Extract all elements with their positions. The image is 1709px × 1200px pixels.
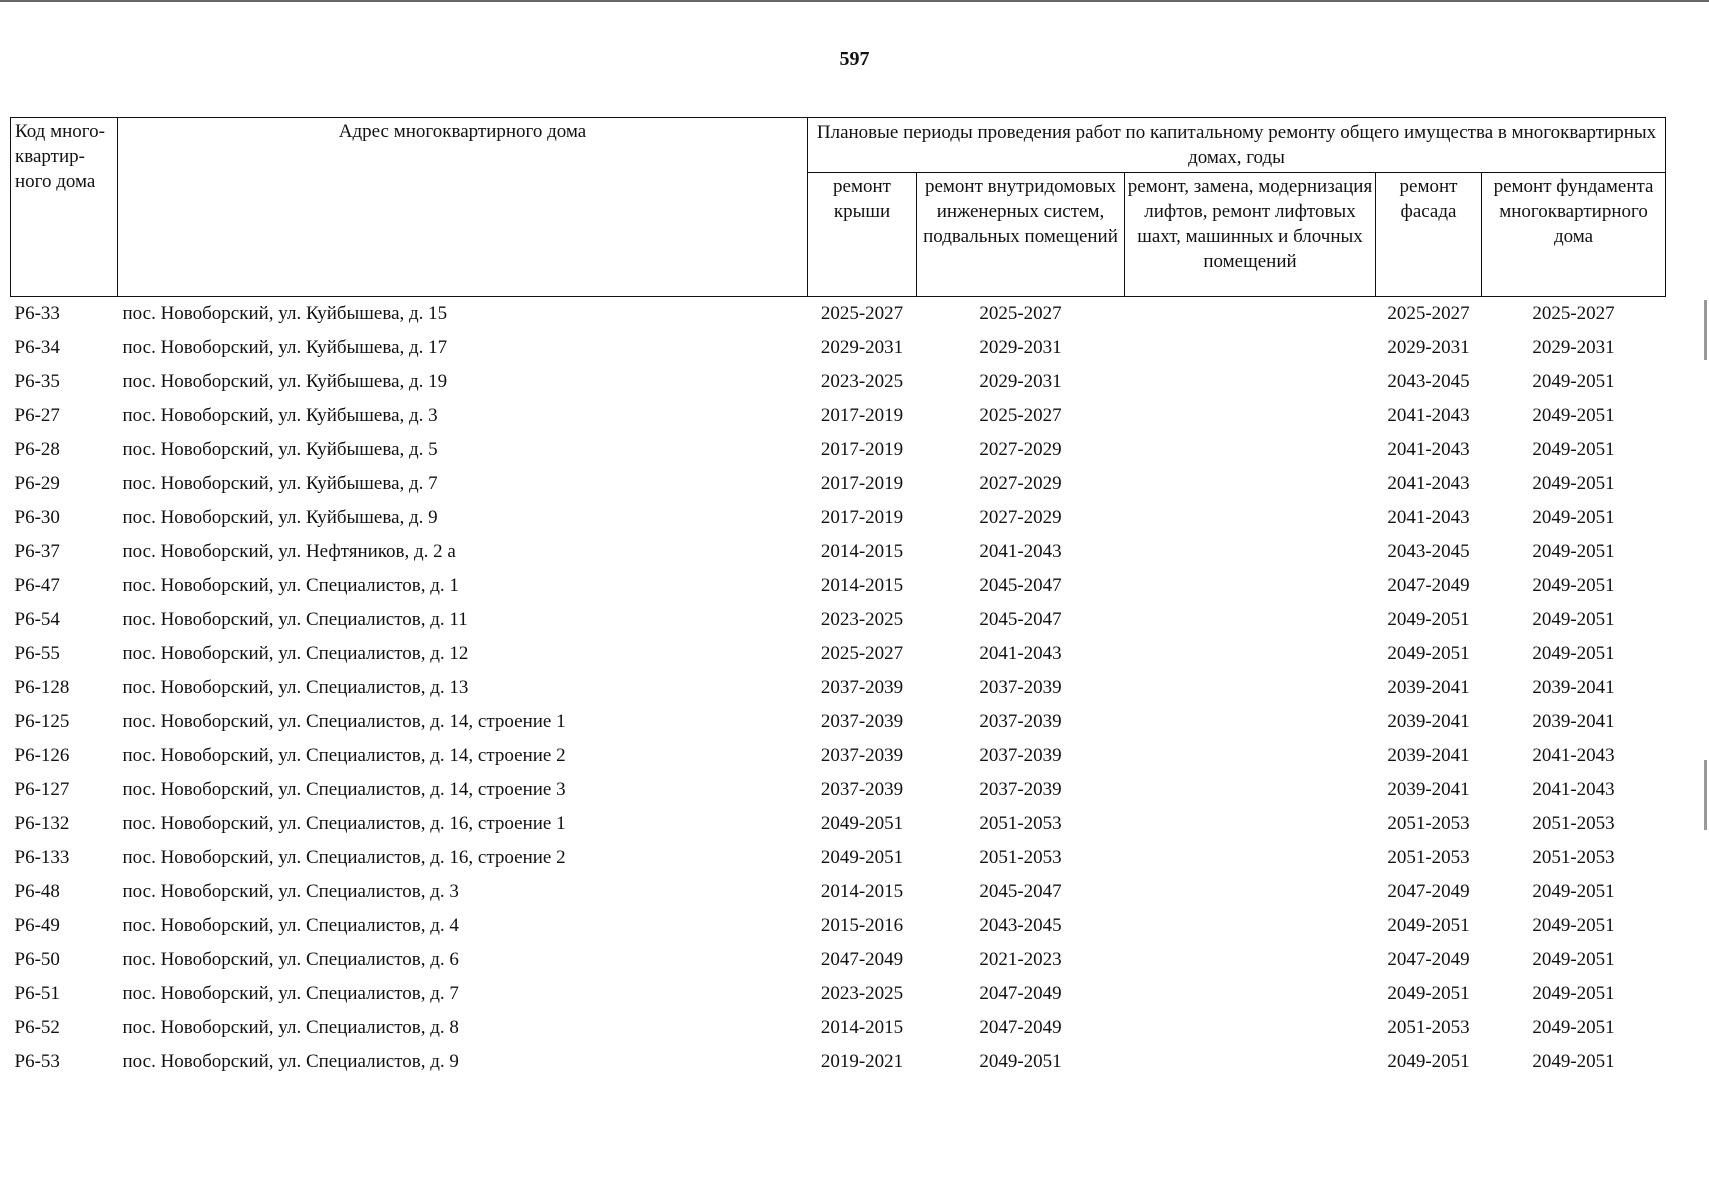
cell-lifts	[1125, 467, 1376, 501]
cell-foundation: 2049-2051	[1532, 949, 1615, 970]
cell-facade: 2041-2043	[1387, 405, 1470, 426]
cell-code: Р6-125	[14, 711, 70, 732]
cell-engineering: 2025-2027	[979, 405, 1062, 426]
cell-address: пос. Новоборский, ул. Специалистов, д. 16, строение 2	[122, 847, 566, 868]
cell-lifts	[1125, 399, 1376, 433]
table-row	[11, 399, 1666, 433]
cell-code: Р6-52	[14, 1017, 60, 1038]
cell-address: пос. Новоборский, ул. Специалистов, д. 6	[122, 949, 459, 970]
cell-code: Р6-55	[14, 643, 60, 664]
table-row	[11, 365, 1666, 399]
scan-edge-mark	[1704, 300, 1707, 360]
cell-foundation: 2039-2041	[1532, 711, 1615, 732]
cell-engineering: 2027-2029	[979, 473, 1062, 494]
table-row	[11, 1011, 1666, 1045]
cell-foundation: 2049-2051	[1532, 473, 1615, 494]
cell-address: пос. Новоборский, ул. Специалистов, д. 4	[122, 915, 459, 936]
cell-engineering: 2047-2049	[979, 983, 1062, 1004]
header-address: Адрес многоквартирного дома	[118, 118, 808, 297]
cell-foundation: 2049-2051	[1532, 915, 1615, 936]
cell-facade: 2047-2049	[1387, 949, 1470, 970]
cell-address: пос. Новоборский, ул. Куйбышева, д. 5	[122, 439, 438, 460]
cell-facade: 2051-2053	[1387, 1017, 1470, 1038]
cell-engineering: 2037-2039	[979, 745, 1062, 766]
cell-roof: 2037-2039	[820, 779, 904, 800]
cell-engineering: 2045-2047	[979, 575, 1062, 596]
cell-engineering: 2041-2043	[979, 643, 1062, 664]
cell-foundation: 2049-2051	[1532, 881, 1615, 902]
cell-roof: 2017-2019	[820, 405, 904, 426]
cell-engineering: 2037-2039	[979, 779, 1062, 800]
cell-code: Р6-33	[14, 303, 60, 324]
cell-lifts	[1125, 365, 1376, 399]
header-planned-periods: Плановые периоды проведения работ по капитальному ремонту общего имущества в многоквартирных домах, годы	[808, 118, 1666, 173]
cell-address: пос. Новоборский, ул. Куйбышева, д. 3	[122, 405, 438, 426]
cell-facade: 2039-2041	[1387, 745, 1470, 766]
cell-facade: 2043-2045	[1387, 541, 1470, 562]
cell-code: Р6-30	[14, 507, 60, 528]
table-row	[11, 977, 1666, 1011]
cell-code: Р6-126	[14, 745, 70, 766]
cell-lifts	[1125, 977, 1376, 1011]
cell-roof: 2015-2016	[820, 915, 904, 936]
cell-facade: 2049-2051	[1387, 915, 1470, 936]
cell-foundation: 2049-2051	[1532, 1017, 1615, 1038]
cell-foundation: 2041-2043	[1532, 745, 1615, 766]
cell-roof: 2049-2051	[820, 847, 904, 868]
cell-address: пос. Новоборский, ул. Специалистов, д. 16, строение 1	[122, 813, 566, 834]
cell-address: пос. Новоборский, ул. Специалистов, д. 9	[122, 1051, 459, 1072]
cell-roof: 2017-2019	[820, 439, 904, 460]
cell-facade: 2051-2053	[1387, 813, 1470, 834]
table-row	[11, 773, 1666, 807]
cell-foundation: 2049-2051	[1532, 507, 1615, 528]
cell-roof: 2037-2039	[820, 711, 904, 732]
cell-address: пос. Новоборский, ул. Специалистов, д. 14, строение 2	[122, 745, 566, 766]
header-facade: ремонт фасада	[1376, 173, 1482, 297]
repair-schedule-table	[10, 117, 1666, 1079]
cell-engineering: 2051-2053	[979, 813, 1062, 834]
cell-roof: 2023-2025	[820, 983, 904, 1004]
cell-engineering: 2029-2031	[979, 337, 1062, 358]
cell-lifts	[1125, 297, 1376, 332]
cell-foundation: 2041-2043	[1532, 779, 1615, 800]
cell-address: пос. Новоборский, ул. Специалистов, д. 14, строение 3	[122, 779, 566, 800]
cell-facade: 2047-2049	[1387, 881, 1470, 902]
cell-code: Р6-128	[14, 677, 70, 698]
cell-foundation: 2025-2027	[1532, 303, 1615, 324]
cell-lifts	[1125, 739, 1376, 773]
cell-code: Р6-53	[14, 1051, 60, 1072]
cell-engineering: 2049-2051	[979, 1051, 1062, 1072]
table-row	[11, 637, 1666, 671]
cell-address: пос. Новоборский, ул. Специалистов, д. 1	[122, 575, 459, 596]
cell-facade: 2041-2043	[1387, 439, 1470, 460]
cell-facade: 2049-2051	[1387, 609, 1470, 630]
cell-facade: 2041-2043	[1387, 507, 1470, 528]
cell-code: Р6-54	[14, 609, 60, 630]
table-row	[11, 501, 1666, 535]
cell-address: пос. Новоборский, ул. Специалистов, д. 7	[122, 983, 459, 1004]
table-row	[11, 841, 1666, 875]
cell-roof: 2023-2025	[820, 371, 904, 392]
cell-code: Р6-29	[14, 473, 60, 494]
table-row	[11, 739, 1666, 773]
page-number: 597	[839, 48, 870, 70]
cell-address: пос. Новоборский, ул. Специалистов, д. 3	[122, 881, 459, 902]
cell-lifts	[1125, 535, 1376, 569]
cell-facade: 2039-2041	[1387, 677, 1470, 698]
cell-foundation: 2029-2031	[1532, 337, 1615, 358]
cell-address: пос. Новоборский, ул. Куйбышева, д. 7	[122, 473, 438, 494]
cell-roof: 2029-2031	[820, 337, 904, 358]
table-row	[11, 569, 1666, 603]
table-body	[11, 297, 1666, 1080]
cell-address: пос. Новоборский, ул. Специалистов, д. 11	[122, 609, 468, 630]
table-row	[11, 331, 1666, 365]
cell-roof: 2047-2049	[820, 949, 904, 970]
cell-facade: 2049-2051	[1387, 1051, 1470, 1072]
cell-code: Р6-49	[14, 915, 60, 936]
cell-code: Р6-28	[14, 439, 60, 460]
cell-roof: 2037-2039	[820, 745, 904, 766]
cell-foundation: 2049-2051	[1532, 1051, 1615, 1072]
cell-foundation: 2049-2051	[1532, 405, 1615, 426]
cell-foundation: 2051-2053	[1532, 813, 1615, 834]
cell-code: Р6-51	[14, 983, 60, 1004]
cell-facade: 2039-2041	[1387, 711, 1470, 732]
cell-roof: 2019-2021	[820, 1051, 904, 1072]
cell-lifts	[1125, 943, 1376, 977]
table-row	[11, 671, 1666, 705]
cell-lifts	[1125, 433, 1376, 467]
cell-address: пос. Новоборский, ул. Куйбышева, д. 15	[122, 303, 448, 324]
cell-roof: 2023-2025	[820, 609, 904, 630]
cell-lifts	[1125, 875, 1376, 909]
cell-lifts	[1125, 331, 1376, 365]
cell-lifts	[1125, 637, 1376, 671]
cell-facade: 2025-2027	[1387, 303, 1470, 324]
table-row	[11, 875, 1666, 909]
table-row	[11, 467, 1666, 501]
cell-facade: 2043-2045	[1387, 371, 1470, 392]
cell-lifts	[1125, 841, 1376, 875]
cell-code: Р6-27	[14, 405, 60, 426]
cell-roof: 2049-2051	[820, 813, 904, 834]
cell-engineering: 2041-2043	[979, 541, 1062, 562]
header-code: Код много-квартир-ного дома	[11, 118, 118, 297]
header-lifts: ремонт, замена, модернизация лифтов, ремонт лифтовых шахт, машинных и блочных помещений	[1125, 173, 1376, 297]
cell-address: пос. Новоборский, ул. Нефтяников, д. 2 а	[122, 541, 456, 562]
cell-engineering: 2029-2031	[979, 371, 1062, 392]
cell-roof: 2014-2015	[820, 575, 904, 596]
cell-engineering: 2037-2039	[979, 711, 1062, 732]
table-row	[11, 535, 1666, 569]
table-row	[11, 297, 1666, 332]
cell-engineering: 2027-2029	[979, 507, 1062, 528]
cell-address: пос. Новоборский, ул. Специалистов, д. 12	[122, 643, 469, 664]
cell-roof: 2025-2027	[820, 303, 904, 324]
cell-code: Р6-48	[14, 881, 60, 902]
cell-address: пос. Новоборский, ул. Куйбышева, д. 9	[122, 507, 438, 528]
cell-roof: 2014-2015	[820, 1017, 904, 1038]
cell-foundation: 2049-2051	[1532, 575, 1615, 596]
cell-engineering: 2037-2039	[979, 677, 1062, 698]
table-row	[11, 705, 1666, 739]
cell-roof: 2025-2027	[820, 643, 904, 664]
cell-lifts	[1125, 501, 1376, 535]
cell-code: Р6-127	[14, 779, 70, 800]
top-scan-rule	[0, 0, 1709, 2]
cell-foundation: 2049-2051	[1532, 643, 1615, 664]
cell-engineering: 2051-2053	[979, 847, 1062, 868]
cell-code: Р6-50	[14, 949, 60, 970]
cell-facade: 2047-2049	[1387, 575, 1470, 596]
cell-foundation: 2049-2051	[1532, 371, 1615, 392]
cell-lifts	[1125, 909, 1376, 943]
cell-address: пос. Новоборский, ул. Куйбышева, д. 17	[122, 337, 448, 358]
header-engineering: ремонт внутридомовых инженерных систем, подвальных помещений	[917, 173, 1125, 297]
cell-address: пос. Новоборский, ул. Специалистов, д. 13	[122, 677, 469, 698]
scan-edge-mark	[1704, 760, 1707, 830]
cell-lifts	[1125, 671, 1376, 705]
cell-code: Р6-35	[14, 371, 60, 392]
cell-facade: 2049-2051	[1387, 983, 1470, 1004]
cell-roof: 2037-2039	[820, 677, 904, 698]
table-header	[11, 118, 1666, 297]
cell-lifts	[1125, 569, 1376, 603]
cell-roof: 2017-2019	[820, 507, 904, 528]
cell-engineering: 2027-2029	[979, 439, 1062, 460]
cell-facade: 2029-2031	[1387, 337, 1470, 358]
cell-foundation: 2049-2051	[1532, 609, 1615, 630]
cell-foundation: 2051-2053	[1532, 847, 1615, 868]
cell-engineering: 2025-2027	[979, 303, 1062, 324]
cell-roof: 2014-2015	[820, 541, 904, 562]
cell-engineering: 2021-2023	[979, 949, 1062, 970]
cell-foundation: 2049-2051	[1532, 541, 1615, 562]
cell-code: Р6-133	[14, 847, 70, 868]
cell-lifts	[1125, 807, 1376, 841]
cell-lifts	[1125, 705, 1376, 739]
cell-lifts	[1125, 1045, 1376, 1079]
cell-foundation: 2049-2051	[1532, 983, 1615, 1004]
header-roof: ремонт крыши	[808, 173, 917, 297]
cell-code: Р6-37	[14, 541, 60, 562]
cell-facade: 2041-2043	[1387, 473, 1470, 494]
table-row	[11, 807, 1666, 841]
cell-roof: 2014-2015	[820, 881, 904, 902]
cell-lifts	[1125, 773, 1376, 807]
cell-address: пос. Новоборский, ул. Куйбышева, д. 19	[122, 371, 448, 392]
cell-engineering: 2047-2049	[979, 1017, 1062, 1038]
cell-lifts	[1125, 1011, 1376, 1045]
cell-facade: 2039-2041	[1387, 779, 1470, 800]
cell-engineering: 2045-2047	[979, 609, 1062, 630]
cell-engineering: 2045-2047	[979, 881, 1062, 902]
cell-lifts	[1125, 603, 1376, 637]
table-row	[11, 603, 1666, 637]
cell-code: Р6-34	[14, 337, 60, 358]
cell-roof: 2017-2019	[820, 473, 904, 494]
cell-facade: 2049-2051	[1387, 643, 1470, 664]
cell-foundation: 2049-2051	[1532, 439, 1615, 460]
cell-address: пос. Новоборский, ул. Специалистов, д. 8	[122, 1017, 459, 1038]
table-row	[11, 1045, 1666, 1079]
table-row	[11, 909, 1666, 943]
cell-address: пос. Новоборский, ул. Специалистов, д. 14, строение 1	[122, 711, 566, 732]
table-row	[11, 433, 1666, 467]
cell-facade: 2051-2053	[1387, 847, 1470, 868]
table-row	[11, 943, 1666, 977]
cell-foundation: 2039-2041	[1532, 677, 1615, 698]
cell-code: Р6-132	[14, 813, 70, 834]
cell-code: Р6-47	[14, 575, 60, 596]
header-foundation: ремонт фундамента многоквартирного дома	[1482, 173, 1666, 297]
cell-engineering: 2043-2045	[979, 915, 1062, 936]
